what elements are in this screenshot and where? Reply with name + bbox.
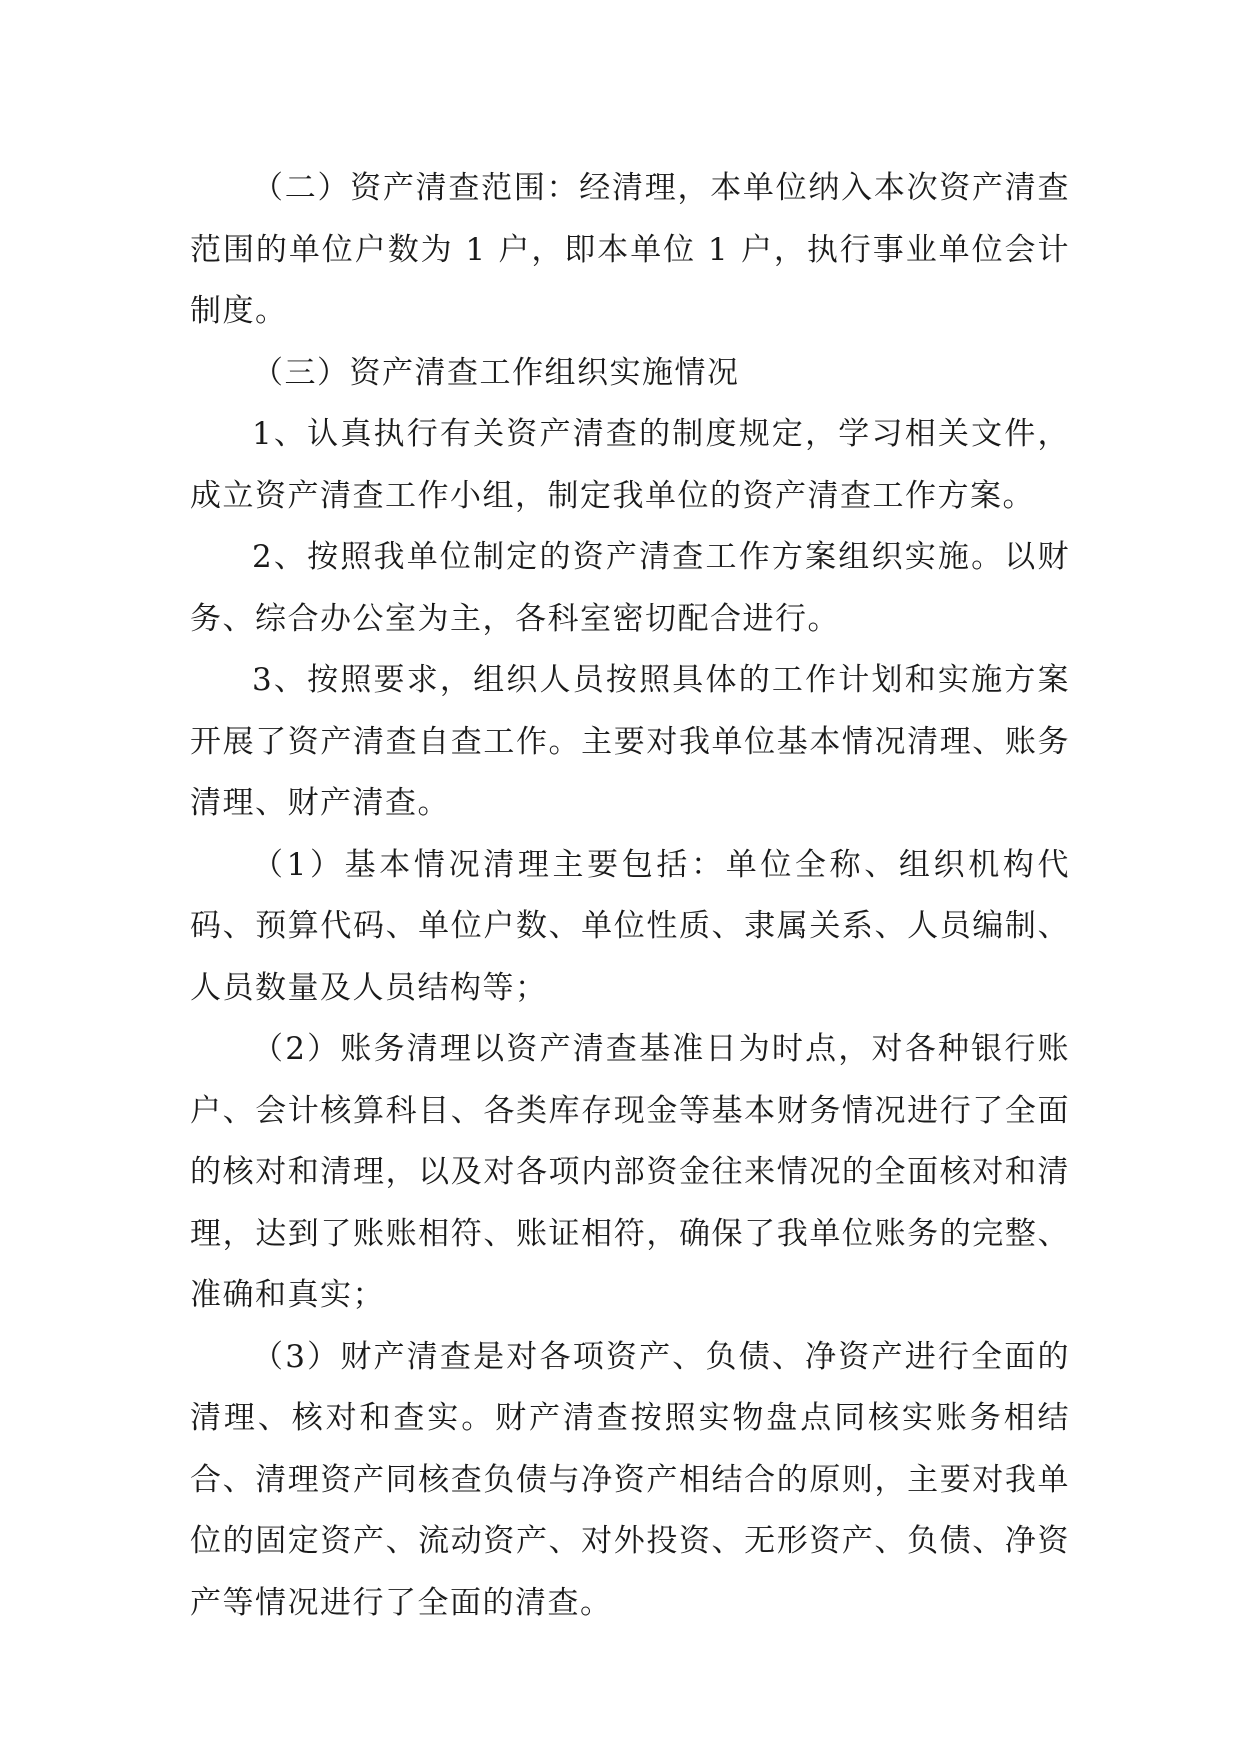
paragraph-sub-1: （1）基本情况清理主要包括：单位全称、组织机构代码、预算代码、单位户数、单位性质、隶属关系、人员编制、人员数量及人员结构等； (190, 846, 1070, 1006)
paragraph-implementation-heading: （三）资产清查工作组织实施情况 (252, 354, 740, 391)
paragraph-asset-scope: （二）资产清查范围：经清理，本单位纳入本次资产清查范围的单位户数为 1 户，即本单位 1 户，执行事业单位会计制度。 (190, 170, 1070, 329)
paragraph-sub-2: （2）账务清理以资产清查基准日为时点，对各种银行账户、会计核算科目、各类库存现金等基本财务情况进行了全面的核对和清理，以及对各项内部资金往来情况的全面核对和清理，达到了账账相符、账证相符，确保了我单位账务的完整、准确和真实； (190, 1031, 1070, 1313)
paragraph-item-1: 1、认真执行有关资产清查的制度规定，学习相关文件，成立资产清查工作小组，制定我单位的资产清查工作方案。 (190, 416, 1070, 514)
paragraph-sub-3: （3）财产清查是对各项资产、负债、净资产进行全面的清理、核对和查实。财产清查按照实物盘点同核实账务相结合、清理资产同核查负债与净资产相结合的原则，主要对我单位的固定资产、流动资产、对外投资、无形资产、负债、净资产等情况进行了全面的清查。 (190, 1338, 1070, 1621)
paragraph-item-2: 2、按照我单位制定的资产清查工作方案组织实施。以财务、综合办公室为主，各科室密切配合进行。 (190, 539, 1070, 637)
document-body (190, 158, 1070, 1634)
paragraph-item-3: 3、按照要求，组织人员按照具体的工作计划和实施方案开展了资产清查自查工作。主要对我单位基本情况清理、账务清理、财产清查。 (190, 662, 1070, 821)
